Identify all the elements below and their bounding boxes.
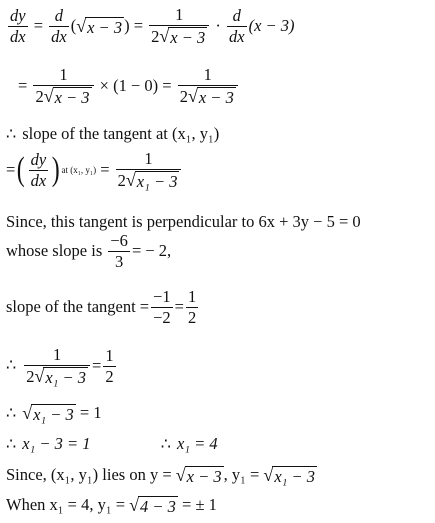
dy-dx-fraction [29, 151, 49, 190]
slope-statement [6, 126, 219, 143]
left-equation: x₁ − 3 = 1 [22, 434, 91, 453]
perpendicular-statement [6, 214, 361, 231]
numerator: −6 [110, 231, 128, 250]
denominator: −2 [153, 308, 171, 328]
denominator: dx [229, 26, 245, 46]
numerator: 1 [59, 65, 68, 84]
therefore-symbol: ∴ [6, 126, 17, 143]
numerator: 1 [105, 345, 114, 365]
numerator: 1 [175, 5, 184, 24]
slope-fraction [116, 150, 182, 190]
statement-text: Since, (x₁, y₁) lies on y = [6, 465, 172, 485]
denominator: 2 √ x₁ − 3 [117, 170, 178, 192]
statement-text: Since, this tangent is perpendicular to 6x + 3y − 5 = 0 [6, 212, 361, 231]
result-fraction [178, 66, 238, 106]
denominator: 2 √ x − 3 [35, 86, 90, 108]
tangent-slope: slope of the tangent = $\frac{-1}{-2}$ = $\frac{1}{2}$ [6, 287, 197, 328]
statement-text: slope of the tangent at (x₁, y₁) [22, 124, 220, 143]
point-on-curve-line: Since, (x₁, y₁) lies on y = √ x − 3 , y₁ = √ x₁ − 3 [6, 465, 316, 486]
therefore-symbol: ∴ [6, 357, 17, 375]
denominator: dx [51, 26, 67, 46]
denominator: 2 √ x₁ − 3 [26, 366, 87, 388]
slope-value: = − 2, [131, 241, 172, 261]
y-value-line: When x₁ = 4, y₁ = √ 4 − 3 = ± 1 [6, 495, 217, 516]
d-dx-fraction [49, 7, 69, 46]
numerator: d [232, 5, 241, 25]
statement-text: When x₁ = 4, y₁ = [6, 495, 126, 515]
solve-x-line [6, 436, 218, 453]
denominator: 2 [105, 366, 114, 386]
times-factor: × (1 − 0) [99, 75, 159, 95]
numerator: −1 [153, 287, 171, 306]
line-slope [6, 232, 171, 271]
derivative-line-1: $\frac{dy}{dx}$ = $\frac{d}{dx}$ ( √ x − 3 ) = 1 2 √ x − 3 · $\frac{d}{dx}$ (x − 3) [10, 5, 295, 48]
denominator: 2 √ x − 3 [151, 26, 206, 48]
denominator: dx [30, 170, 47, 190]
slope-at-point-line: = ( $\frac{dy}{dx}$ ) at (x₁, y₁) = 1 2 √ x₁ − 3 [6, 150, 183, 190]
numerator: dy [10, 5, 26, 25]
sqrt-equation: ∴ √ x₁ − 3 = 1 [6, 403, 102, 424]
x-value: x₁ = 4 [176, 434, 218, 453]
therefore-symbol: ∴ [6, 404, 17, 422]
dy-dx-fraction [8, 7, 28, 46]
equation-setup: ∴ 1 2 √ x₁ − 3 = $\frac{1}{2}$ [6, 345, 114, 388]
denominator: 2 [187, 308, 197, 328]
slope-fraction [108, 232, 130, 271]
denominator: 2 √ x − 3 [179, 86, 234, 108]
half-fraction [103, 347, 115, 386]
therefore-symbol: ∴ [6, 436, 17, 453]
numerator: 1 [52, 345, 62, 364]
statement-text: slope of the tangent = [6, 297, 150, 317]
derivative-line-2: = 1 2 √ x − 3 × (1 − 0) = 1 2 √ x − 3 [18, 66, 240, 106]
negative-reciprocal-fraction [151, 288, 173, 327]
y-value: = ± 1 [182, 495, 217, 515]
evaluation-point: at (x₁, y₁) [61, 164, 97, 175]
d-dx-fraction-2 [227, 7, 247, 46]
equation-result: = 1 [79, 403, 102, 423]
one-over-two-sqrt-fraction [149, 6, 209, 46]
statement-text: whose slope is [6, 241, 103, 261]
numerator: dy [30, 149, 47, 169]
numerator: 1 [187, 287, 197, 306]
therefore-symbol: ∴ [160, 436, 171, 453]
half-fraction [186, 288, 198, 327]
y-label: , y₁ = [223, 465, 260, 485]
numerator: 1 [144, 149, 153, 168]
inner-expression: (x − 3) [248, 15, 295, 35]
slope-fraction [24, 346, 90, 386]
one-over-two-sqrt-fraction [33, 66, 93, 106]
numerator: d [54, 5, 64, 25]
sqrt-expression: √ x − 3 [76, 15, 123, 37]
denominator: 3 [115, 252, 124, 272]
numerator: 1 [203, 65, 212, 84]
denominator: dx [10, 26, 26, 46]
